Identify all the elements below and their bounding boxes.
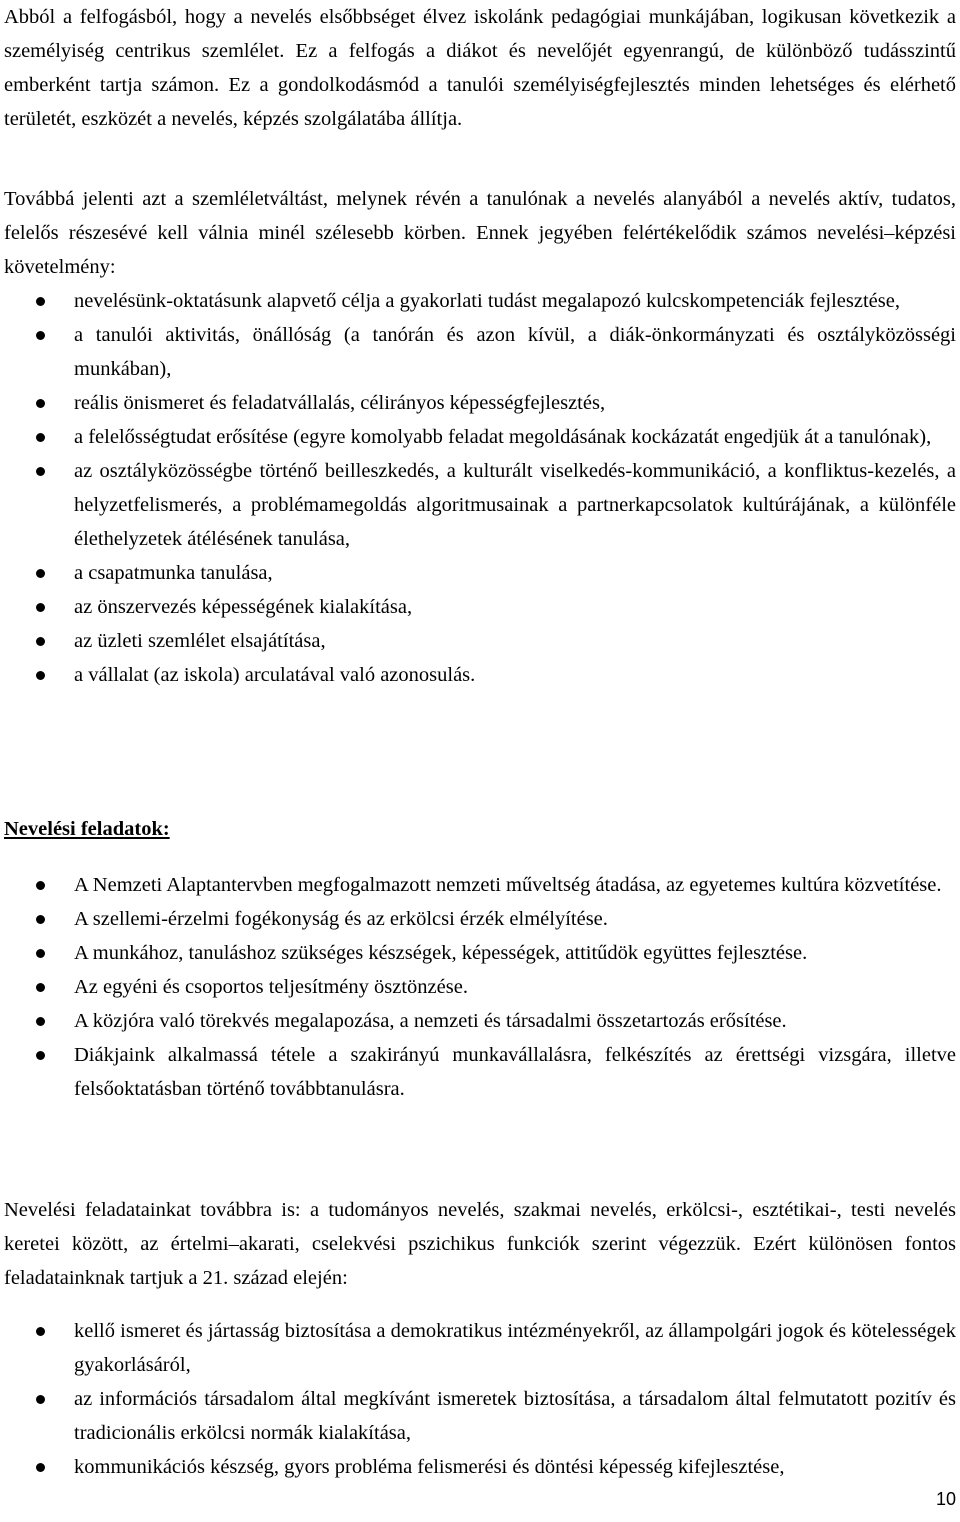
list-item: A közjóra való törekvés megalapozása, a nemzeti és társadalmi összetartozás erősítése. (4, 1004, 956, 1038)
bullet-icon (36, 1395, 45, 1404)
requirements-list-block (4, 284, 956, 692)
intro-section (4, 0, 956, 136)
bullet-icon (36, 297, 45, 306)
bullet-icon (36, 1051, 45, 1060)
century-list (4, 1314, 956, 1484)
list-item: a tanulói aktivitás, önállóság (a tanórán és azon kívül, a diák-önkormányzati és osztályközösségi munkában), (4, 318, 956, 386)
list-item: az üzleti szemlélet elsajátítása, (4, 624, 956, 658)
list-item: az osztályközösségbe történő beilleszkedés, a kulturált viselkedés-kommunikáció, a konfliktus-kezelés, a helyzetfelismerés, a problémamegoldás algoritmusainak a partnerkapcsolatok kultúrájának, a különféle élethelyzetek átélésének tanulása, (4, 454, 956, 556)
list-item: A szellemi-érzelmi fogékonyság és az erkölcsi érzék elmélyítése. (4, 902, 956, 936)
bullet-icon (36, 1327, 45, 1336)
requirements-list (4, 284, 956, 692)
bullet-icon (36, 881, 45, 890)
bullet-icon (36, 949, 45, 958)
bullet-icon (36, 637, 45, 646)
page-number: 10 (935, 1489, 956, 1509)
list-item: a felelősségtudat erősítése (egyre komolyabb feladat megoldásának kockázatát engedjük át a tanulónak), (4, 420, 956, 454)
list-item: A munkához, tanuláshoz szükséges készségek, képességek, attitűdök együttes fejlesztése. (4, 936, 956, 970)
intro-paragraph-2: Továbbá jelenti azt a szemléletváltást, melynek révén a tanulónak a nevelés alanyából a nevelés aktív, tudatos, felelős részesévé kell válnia minél szélesebb körben. Ennek jegyében felértékelődik számos nevelési–képzési követelmény: (4, 188, 956, 278)
tasks-paragraph-block (4, 1193, 956, 1295)
bullet-icon (36, 915, 45, 924)
list-item: az önszervezés képességének kialakítása, (4, 590, 956, 624)
list-item: Az egyéni és csoportos teljesítmény ösztönzése. (4, 970, 956, 1004)
bullet-icon (36, 399, 45, 408)
tasks-paragraph: Nevelési feladatainkat továbbra is: a tudományos nevelés, szakmai nevelés, erkölcsi-, esztétikai-, testi nevelés keretei között, az értelmi–akarati, cselekvési pszichikus funkciók szerint végezzük. Ezért különösen fontos feladatainknak tartjuk a 21. század elején: (4, 1199, 956, 1289)
intro-section-2 (4, 182, 956, 284)
tasks-heading-block (4, 812, 956, 846)
bullet-icon (36, 569, 45, 578)
list-item: kellő ismeret és jártasság biztosítása a demokratikus intézményekről, az állampolgári jogok és kötelességek gyakorlásáról, (4, 1314, 956, 1382)
bullet-icon (36, 1463, 45, 1472)
intro-paragraph-1: Abból a felfogásból, hogy a nevelés elsőbbséget élvez iskolánk pedagógiai munkájában, logikusan következik a személyiség centrikus szemlélet. Ez a felfogás a diákot és nevelőjét egyenrangú, de különböző tudásszintű emberként tartja számon. Ez a gondolkodásmód a tanulói személyiségfejlesztés minden lehetséges és elérhető területét, eszközét a nevelés, képzés szolgálatába állítja. (4, 6, 956, 130)
century-list-block (4, 1314, 956, 1484)
bullet-icon (36, 671, 45, 680)
bullet-icon (36, 467, 45, 476)
list-item: reális önismeret és feladatvállalás, célirányos képességfejlesztés, (4, 386, 956, 420)
bullet-icon (36, 983, 45, 992)
bullet-icon (36, 331, 45, 340)
list-item: az információs társadalom által megkívánt ismeretek biztosítása, a társadalom által felmutatott pozitív és tradicionális erkölcsi normák kialakítása, (4, 1382, 956, 1450)
list-item: Diákjaink alkalmassá tétele a szakirányú munkavállalásra, felkészítés az érettségi vizsgára, illetve felsőoktatásban történő továbbtanulásra. (4, 1038, 956, 1106)
bullet-icon (36, 1017, 45, 1026)
bullet-icon (36, 433, 45, 442)
section-heading: Nevelési feladatok: (4, 818, 170, 840)
list-item: kommunikációs készség, gyors probléma felismerési és döntési képesség kifejlesztése, (4, 1450, 956, 1484)
list-item: a csapatmunka tanulása, (4, 556, 956, 590)
bullet-icon (36, 603, 45, 612)
tasks-list-block (4, 868, 956, 1106)
list-item: nevelésünk-oktatásunk alapvető célja a gyakorlati tudást megalapozó kulcskompetenciák fejlesztése, (4, 284, 956, 318)
list-item: A Nemzeti Alaptantervben megfogalmazott nemzeti műveltség átadása, az egyetemes kultúra közvetítése. (4, 868, 956, 902)
list-item: a vállalat (az iskola) arculatával való azonosulás. (4, 658, 956, 692)
tasks-list (4, 868, 956, 1106)
